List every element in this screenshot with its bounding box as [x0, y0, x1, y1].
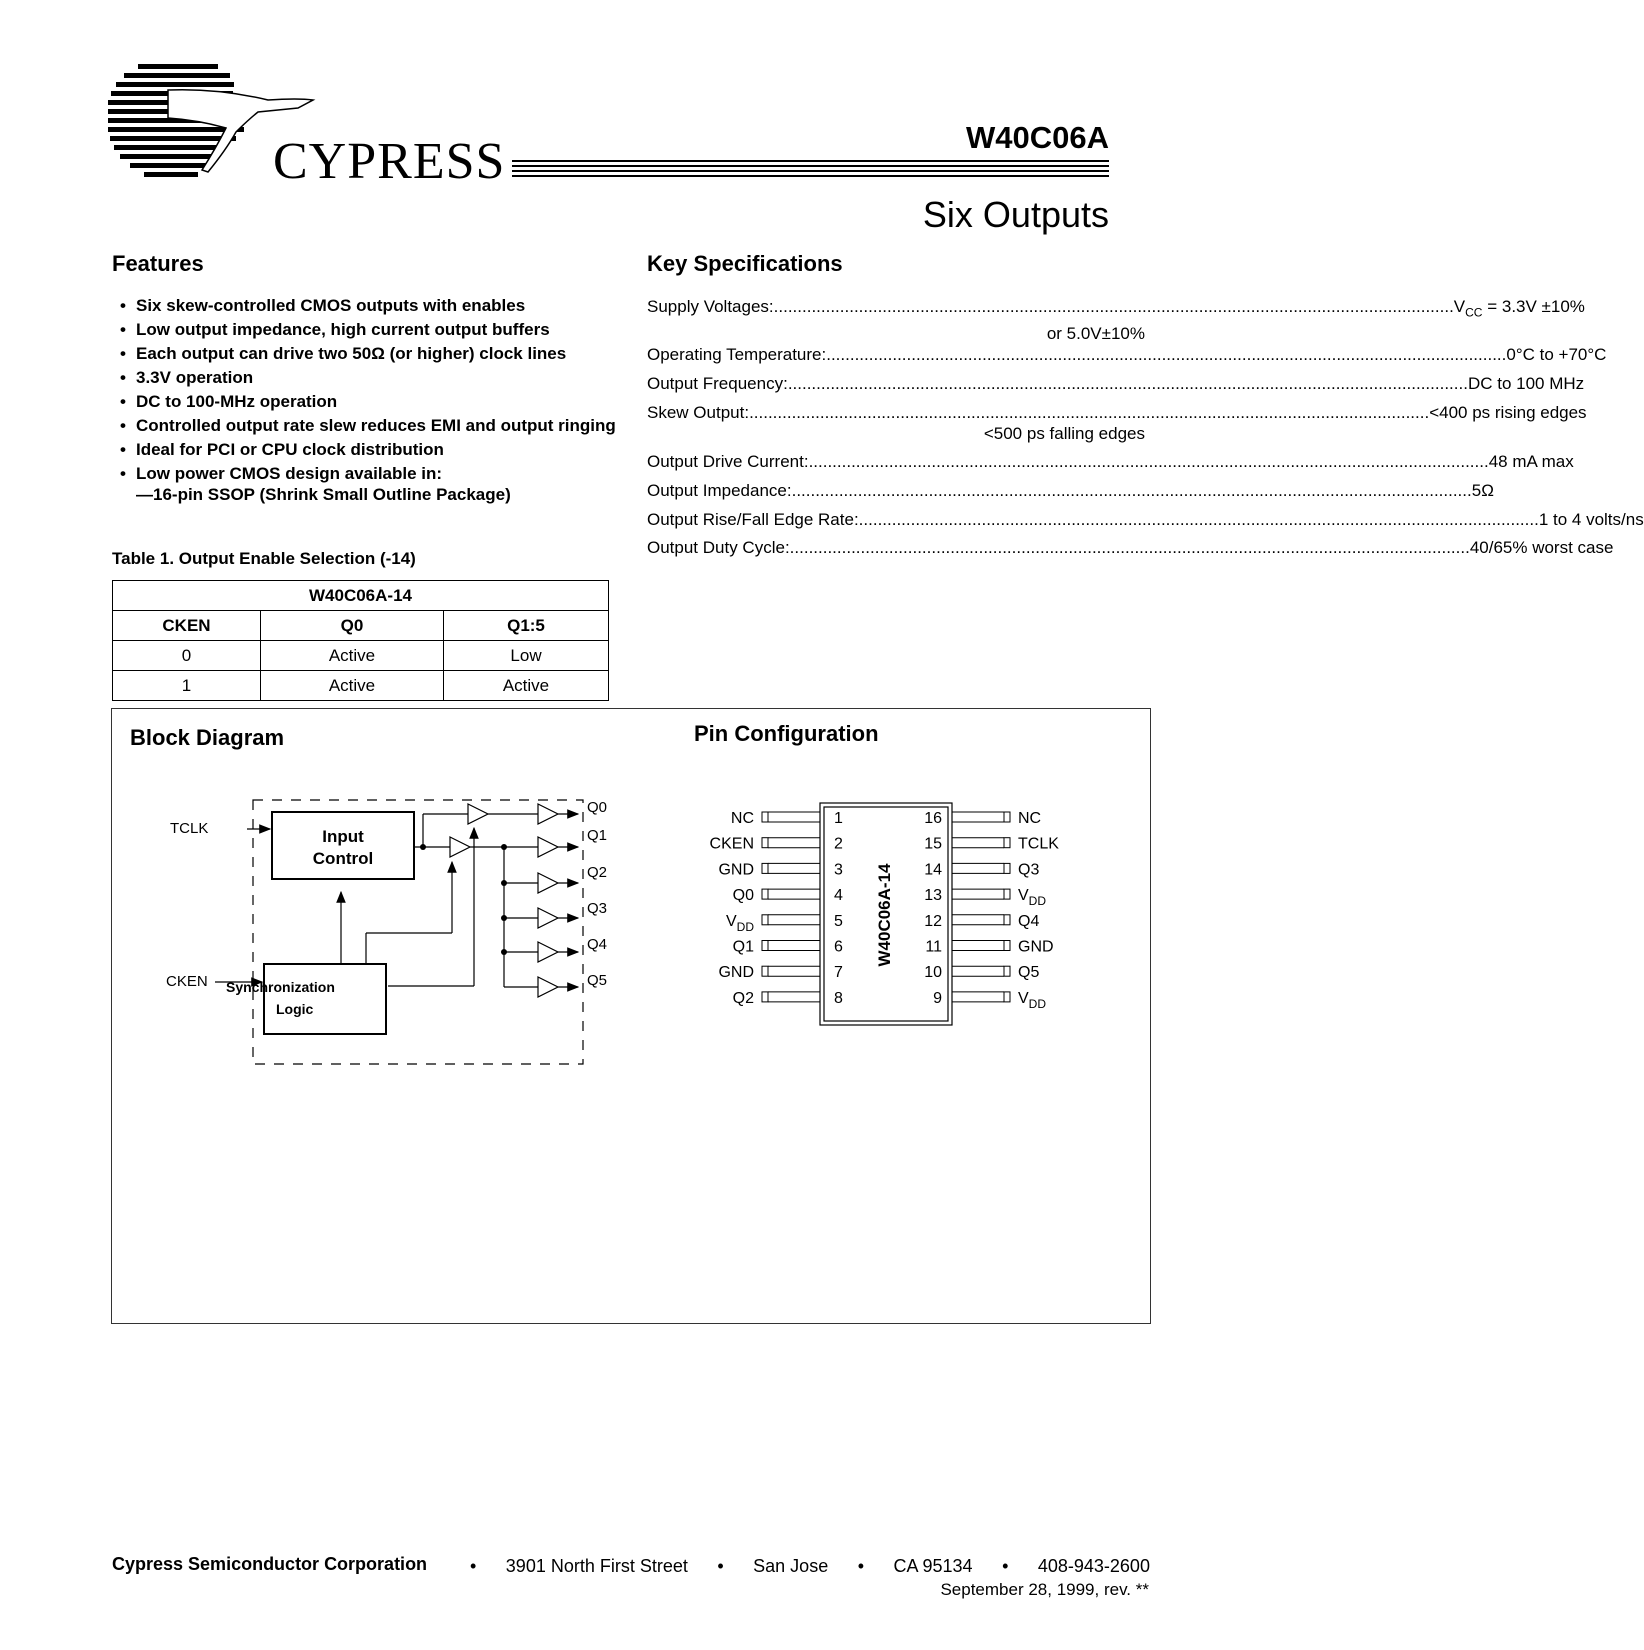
pin-stub	[762, 966, 768, 976]
pin-stub	[762, 941, 768, 951]
list-item: • Low power CMOS design available in:	[120, 464, 443, 483]
footer-company: Cypress Semiconductor Corporation	[112, 1554, 428, 1574]
svg-text:Control: Control	[312, 849, 374, 868]
pin-name: GND	[1018, 938, 1054, 956]
pin-name: Q0	[732, 887, 754, 905]
pin-name: TCLK	[1018, 835, 1059, 853]
pin-stub	[762, 915, 768, 925]
output-label: Q2	[587, 864, 608, 881]
block-diagram-heading: Block Diagram	[130, 725, 285, 750]
table-header: Q1:5	[444, 611, 609, 641]
part-number: W40C06A	[966, 120, 1109, 155]
tclk-label: TCLK	[170, 820, 209, 837]
pin-name: Q4	[1018, 912, 1040, 930]
pin-stub	[1004, 812, 1010, 822]
pin-name: Q5	[1018, 964, 1040, 982]
pin-number: 2	[834, 835, 843, 853]
chip-label: W40C06A-14	[875, 863, 894, 967]
list-item: • Controlled output rate slew reduces EMI and output ringing	[120, 416, 616, 435]
pin-number: 4	[834, 887, 843, 905]
pin-stub	[1004, 915, 1010, 925]
pin-stub	[1004, 941, 1010, 951]
pin-name: $V_{DD}$	[1018, 887, 1047, 909]
pin-stub	[1004, 863, 1010, 873]
footer-address: • 3901 North First Street • San Jose • CA 95134 • 408-943-2600	[470, 1556, 1150, 1576]
pin-number: 9	[933, 989, 942, 1007]
pin-name: Q1	[732, 938, 754, 956]
pin-configuration-diagram	[709, 795, 1060, 1040]
output-label: Q0	[587, 799, 608, 816]
list-item: • Six skew-controlled CMOS outputs with enables	[120, 296, 526, 315]
list-item: • 3.3V operation	[120, 368, 254, 387]
pin-name: Q3	[1018, 861, 1040, 879]
page-subtitle: Six Outputs	[922, 194, 1109, 235]
pin-number: 15	[924, 835, 942, 853]
table-row: 0 Active Low	[113, 641, 609, 671]
footer-date: September 28, 1999, rev. **	[940, 1580, 1149, 1599]
pin-number: 6	[834, 938, 843, 956]
pin-name: CKEN	[709, 835, 754, 853]
pin-number: 7	[834, 964, 843, 982]
output-enable-table	[112, 580, 609, 701]
table-row: 1 Active Active	[113, 671, 609, 701]
list-item: • Ideal for PCI or CPU clock distribution	[120, 440, 444, 459]
pin-stub	[1004, 838, 1010, 848]
output-label: Q4	[587, 936, 608, 953]
pin-number: 14	[924, 861, 942, 879]
table-title: W40C06A-14	[113, 581, 609, 611]
pin-number: 3	[834, 861, 843, 879]
spec-operating-temperature: Operating Temperature: ..... 0°C to +70°C	[647, 344, 1145, 365]
pin-name: Q2	[732, 989, 754, 1007]
table-header: Q0	[261, 611, 444, 641]
pin-configuration-heading: Pin Configuration	[694, 721, 879, 746]
pin-number: 16	[924, 810, 942, 827]
pin-number: 12	[924, 912, 942, 930]
spec-edge-rate: Output Rise/Fall Edge Rate: ..... 1 to 4 volts/ns	[647, 509, 1145, 530]
pin-number: 5	[834, 912, 843, 930]
brand-wordmark: CYPRESS	[273, 133, 506, 190]
pin-name: GND	[718, 861, 754, 879]
pin-stub	[762, 838, 768, 848]
header-rules	[512, 160, 1109, 180]
pin-stub	[762, 889, 768, 899]
pin-stub	[1004, 889, 1010, 899]
sync-logic-label: Synchronization	[226, 979, 335, 995]
block-diagram	[150, 790, 620, 1085]
output-label: Q1	[587, 827, 608, 844]
pin-number: 1	[834, 810, 843, 827]
list-item: • Each output can drive two 50Ω (or higher) clock lines	[120, 344, 567, 363]
input-control-label: Input	[322, 827, 364, 846]
pin-stub	[762, 992, 768, 1002]
pin-name: $V_{DD}$	[725, 912, 754, 934]
pin-number: 11	[925, 938, 942, 956]
spec-output-impedance: Output Impedance: ..... 5Ω	[647, 480, 1145, 501]
list-sub-item: —16-pin SSOP (Shrink Small Outline Package)	[136, 485, 511, 504]
cypress-logo	[108, 60, 508, 195]
list-item: • Low output impedance, high current output buffers	[120, 320, 550, 339]
features-heading: Features	[112, 251, 204, 276]
pin-number: 13	[924, 887, 942, 905]
svg-text:Logic: Logic	[276, 1001, 314, 1017]
features-list	[118, 296, 628, 509]
pin-number: 8	[834, 989, 843, 1007]
key-specifications-heading: Key Specifications	[647, 251, 843, 276]
spec-duty-cycle: Output Duty Cycle: ..... 40/65% worst case	[647, 537, 1145, 558]
output-label: Q3	[587, 900, 608, 917]
pin-number: 10	[924, 964, 942, 982]
spec-output-drive-current: Output Drive Current: ..... 48 mA max	[647, 451, 1145, 472]
pin-name: NC	[730, 810, 754, 827]
pin-stub	[762, 863, 768, 873]
pin-stub	[762, 812, 768, 822]
cken-label: CKEN	[166, 973, 208, 990]
spec-skew-output: Skew Output: ..... <400 ps rising edges <500 ps falling edges	[647, 402, 1145, 444]
table-caption: Table 1. Output Enable Selection (-14)	[112, 549, 416, 568]
pin-name: GND	[718, 964, 754, 982]
pin-stub	[1004, 992, 1010, 1002]
output-label: Q5	[587, 972, 608, 989]
table-header: CKEN	[113, 611, 261, 641]
list-item: • DC to 100-MHz operation	[120, 392, 338, 411]
pin-name: $V_{DD}$	[1018, 989, 1047, 1011]
spec-output-frequency: Output Frequency: ..... DC to 100 MHz	[647, 373, 1145, 394]
spec-supply-voltages: Supply Voltages: ..... $V_{CC} = 3.3V \pm 10\%$ or 5.0V±10%	[647, 296, 1145, 344]
pin-name: NC	[1018, 810, 1042, 827]
pin-stub	[1004, 966, 1010, 976]
